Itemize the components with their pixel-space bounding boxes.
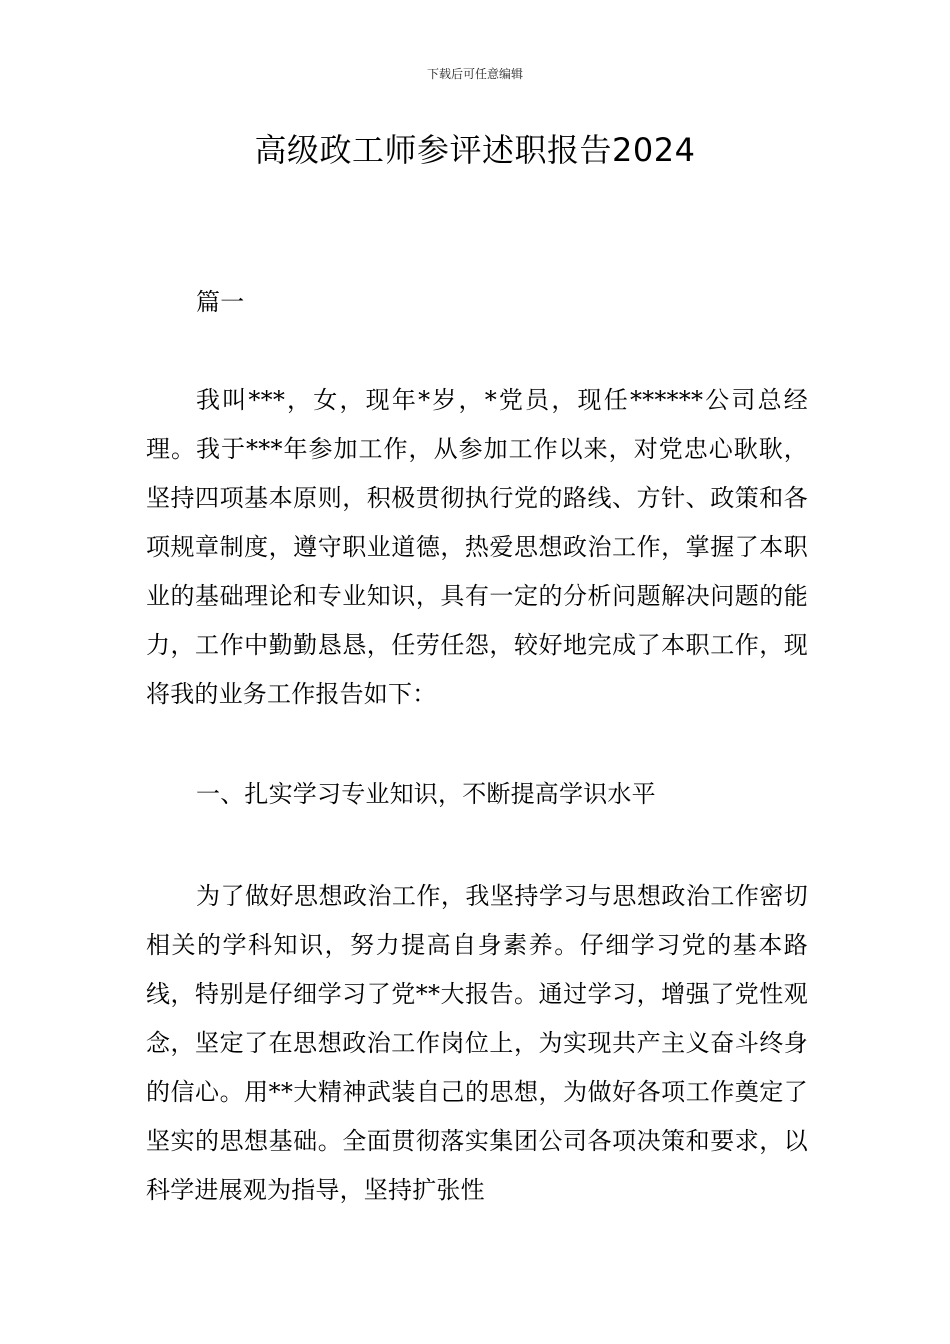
page-header-note: 下载后可任意编辑 [426, 67, 523, 81]
section-heading-block [146, 770, 808, 819]
paragraph-study: 为了做好思想政治工作，我坚持学习与思想政治工作密切相关的学科知识，努力提高自身素养。仔细学习党的基本路线，特别是仔细学习了党**大报告。通过学习，增强了党性观念，坚定了在思想政治工作岗位上，为实现共产主义奋斗终身的信心。用**大精神武装自己的思想，为做好各项工作奠定了坚实的思想基础。全面贯彻落实集团公司各项决策和要求，以科学进展观为指导，坚持扩张性 [146, 882, 808, 1204]
section-heading-1: 一、扎实学习专业知识，不断提高学识水平 [196, 780, 656, 808]
paragraph-intro-block [146, 376, 808, 719]
paragraph-study-block [146, 872, 808, 1215]
section-label-block [146, 278, 808, 327]
section-label: 篇一 [196, 288, 245, 316]
paragraph-intro: 我叫***，女，现年*岁，*党员，现任******公司总经理。我于***年参加工作，从参加工作以来，对党忠心耿耿，坚持四项基本原则，积极贯彻执行党的路线、方针、政策和各项规章制度，遵守职业道德，热爱思想政治工作，掌握了本职业的基础理论和专业知识，具有一定的分析问题解决问题的能力，工作中勤勤恳恳，任劳任怨，较好地完成了本职工作，现将我的业务工作报告如下： [146, 386, 808, 708]
document-title: 高级政工师参评述职报告2024 [254, 131, 696, 169]
